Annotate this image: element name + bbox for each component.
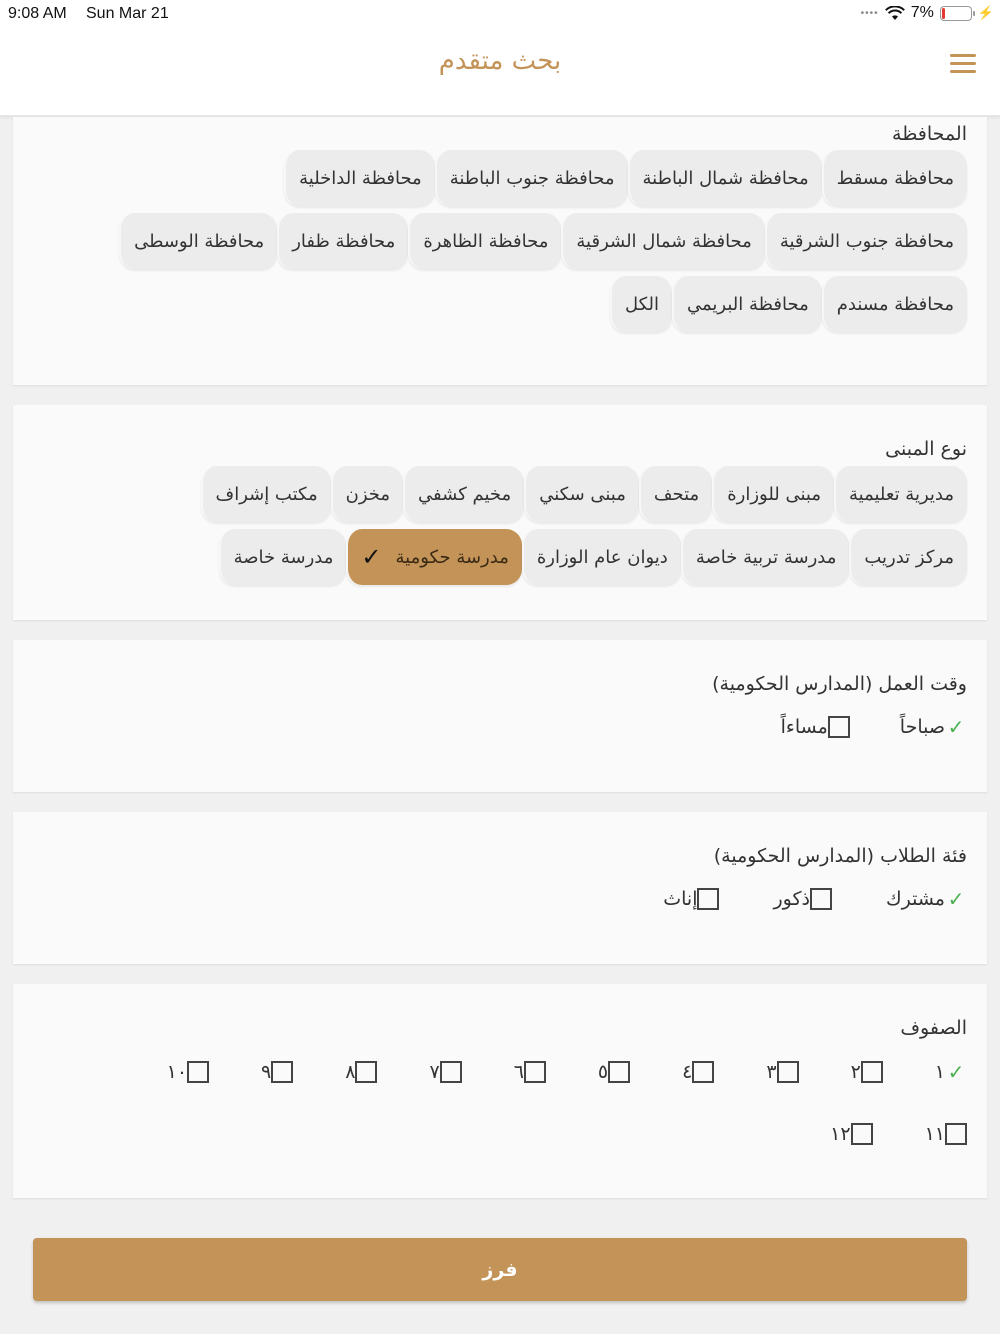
checkbox-label: ٥ — [597, 1061, 609, 1083]
checkbox[interactable] — [355, 1061, 377, 1083]
governorate-row-2 — [119, 213, 967, 269]
checkmark-icon: ✓ — [361, 543, 382, 571]
checkbox[interactable] — [945, 1123, 967, 1145]
chip-label: مركز تدريب — [864, 546, 954, 568]
checkbox-label: ٢ — [850, 1061, 861, 1083]
checkbox-label: ٤ — [682, 1061, 693, 1083]
checkbox-option[interactable] — [145, 1061, 209, 1083]
chip[interactable] — [822, 150, 967, 206]
checkbox-option[interactable] — [576, 1061, 630, 1083]
checkbox-checked[interactable] — [945, 1061, 967, 1083]
checkbox[interactable] — [697, 888, 719, 910]
checkbox-label: إناث — [663, 888, 698, 910]
chip-label: محافظة الظاهرة — [423, 230, 549, 252]
student-category-options — [609, 888, 967, 910]
chip-label: مخزن — [345, 483, 391, 505]
chip[interactable] — [610, 276, 672, 332]
checkbox-option[interactable] — [852, 888, 967, 910]
checkbox-label: ٣ — [766, 1061, 777, 1083]
checkbox-option[interactable] — [492, 1061, 546, 1083]
hamburger-menu-icon[interactable] — [950, 54, 976, 74]
chip[interactable] — [712, 466, 834, 522]
checkbox-option[interactable] — [870, 716, 967, 738]
checkbox[interactable] — [608, 1061, 630, 1083]
chip-label: محافظة البريمي — [687, 293, 809, 315]
checkbox-label: مساءاً — [780, 716, 828, 738]
chip-label: الكل — [624, 293, 660, 315]
chip-label: مدرسة خاصة — [233, 546, 334, 568]
status-right — [861, 4, 994, 22]
chip-label: مخيم كشفي — [418, 483, 512, 505]
chip-label: مدرسة تربية خاصة — [695, 546, 837, 568]
checkbox[interactable] — [851, 1123, 873, 1145]
chip-label: محافظة الوسطى — [134, 230, 265, 252]
charging-bolt-icon: ⚡ — [977, 5, 994, 20]
chip-label: محافظة جنوب الباطنة — [449, 167, 615, 189]
chip[interactable] — [284, 150, 435, 206]
checkbox-option[interactable] — [407, 1061, 461, 1083]
checkbox-option[interactable] — [739, 888, 832, 910]
checkbox-option[interactable] — [323, 1061, 377, 1083]
app-header — [0, 30, 1000, 116]
checkbox-label: ٦ — [513, 1061, 524, 1083]
chip[interactable] — [331, 466, 403, 522]
chip-selected[interactable] — [346, 529, 521, 585]
checkbox-option[interactable] — [629, 888, 719, 910]
work-time-options — [731, 716, 967, 738]
chip-label: مكتب إشراف — [215, 483, 318, 505]
check-icon: ✓ — [947, 887, 965, 911]
checkbox[interactable] — [440, 1061, 462, 1083]
chip-label: محافظة مسقط — [836, 167, 954, 189]
check-icon: ✓ — [947, 715, 965, 739]
checkbox-label: صباحاً — [899, 716, 945, 738]
chip[interactable] — [765, 213, 967, 269]
checkbox[interactable] — [692, 1061, 714, 1083]
checkbox-option[interactable] — [913, 1061, 967, 1083]
checkbox-checked[interactable] — [945, 888, 967, 910]
status-time: 9:08 AM — [8, 5, 67, 22]
checkbox-option[interactable] — [239, 1061, 293, 1083]
chip-label: محافظة مسندم — [836, 293, 954, 315]
governorate-row-3 — [610, 276, 967, 332]
checkbox-label: ٧ — [429, 1061, 440, 1083]
grades-row-2 — [778, 1123, 967, 1145]
checkbox[interactable] — [861, 1061, 883, 1083]
work-time-card — [13, 640, 987, 792]
checkbox-option[interactable] — [903, 1123, 967, 1145]
governorate-title: المحافظة — [892, 123, 967, 145]
grades-title: الصفوف — [900, 1017, 967, 1039]
chip[interactable] — [119, 213, 277, 269]
sort-submit-button[interactable]: فرز — [33, 1238, 967, 1301]
battery-fill — [942, 8, 945, 19]
student-category-title: فئة الطلاب (المدارس الحكومية) — [713, 845, 967, 867]
checkbox[interactable] — [524, 1061, 546, 1083]
chip[interactable] — [219, 529, 347, 585]
chip[interactable] — [524, 466, 639, 522]
chip[interactable] — [277, 213, 408, 269]
checkbox-label: ١ — [934, 1061, 945, 1083]
building-type-row-1 — [201, 466, 967, 522]
checkbox-label: ٩ — [261, 1061, 272, 1083]
battery-percent: 7% — [910, 4, 934, 21]
chip[interactable] — [522, 529, 681, 585]
checkbox[interactable] — [810, 888, 832, 910]
chip[interactable] — [834, 466, 967, 522]
work-time-title: وقت العمل (المدارس الحكومية) — [712, 673, 967, 695]
chip-label: مديرية تعليمية — [849, 483, 954, 505]
checkbox-option[interactable] — [808, 1123, 872, 1145]
chip-label: متحف — [653, 483, 700, 505]
chip[interactable] — [435, 150, 628, 206]
checkbox[interactable] — [271, 1061, 293, 1083]
checkbox-option[interactable] — [744, 1061, 798, 1083]
grades-row-1 — [115, 1061, 967, 1083]
checkbox-label: ١٠ — [166, 1061, 188, 1083]
status-bar — [0, 0, 1000, 30]
checkbox-option[interactable] — [660, 1061, 714, 1083]
chip[interactable] — [403, 466, 524, 522]
checkbox-option[interactable] — [751, 716, 850, 738]
page-title: بحث متقدم — [438, 46, 562, 76]
chip-label: محافظة جنوب الشرقية — [779, 230, 954, 252]
checkbox[interactable] — [187, 1061, 209, 1083]
chip-label: مبنى سكني — [539, 483, 626, 505]
chip-label: محافظة ظفار — [292, 230, 396, 252]
chip[interactable] — [672, 276, 822, 332]
building-type-row-2 — [219, 529, 967, 585]
chip[interactable] — [201, 466, 331, 522]
wifi-icon — [885, 6, 905, 21]
chip-label: محافظة شمال الشرقية — [576, 230, 752, 252]
chip[interactable] — [822, 276, 967, 332]
checkbox-option[interactable] — [829, 1061, 883, 1083]
chip[interactable] — [639, 466, 712, 522]
status-date: Sun Mar 21 — [86, 5, 169, 22]
chip-label: مبنى للوزارة — [727, 483, 821, 505]
governorate-card — [13, 117, 987, 385]
checkbox-label: ذكور — [773, 888, 810, 910]
check-icon: ✓ — [947, 1060, 965, 1084]
checkbox-checked[interactable] — [945, 716, 967, 738]
governorate-row-1 — [284, 150, 967, 206]
checkbox[interactable] — [828, 716, 850, 738]
student-category-card — [13, 812, 987, 964]
checkbox-label: مشترك — [885, 888, 945, 910]
chip-label: مدرسة حكومية — [395, 546, 509, 568]
chip[interactable] — [408, 213, 561, 269]
building-type-title: نوع المبنى — [885, 438, 967, 460]
chip-label: محافظة الداخلية — [299, 167, 422, 189]
checkbox-label: ٨ — [345, 1061, 356, 1083]
signal-dots-icon: •••• — [860, 7, 879, 19]
chip[interactable] — [849, 529, 967, 585]
battery-icon — [940, 6, 972, 21]
grades-card — [13, 984, 987, 1198]
chip-label: ديوان عام الوزارة — [536, 546, 668, 568]
chip-label: محافظة شمال الباطنة — [642, 167, 809, 189]
checkbox[interactable] — [777, 1061, 799, 1083]
chip[interactable] — [561, 213, 764, 269]
checkbox-label: ١١ — [924, 1123, 945, 1145]
building-type-card — [13, 405, 987, 620]
chip[interactable] — [681, 529, 850, 585]
chip[interactable] — [628, 150, 822, 206]
checkbox-label: ١٢ — [830, 1123, 851, 1145]
